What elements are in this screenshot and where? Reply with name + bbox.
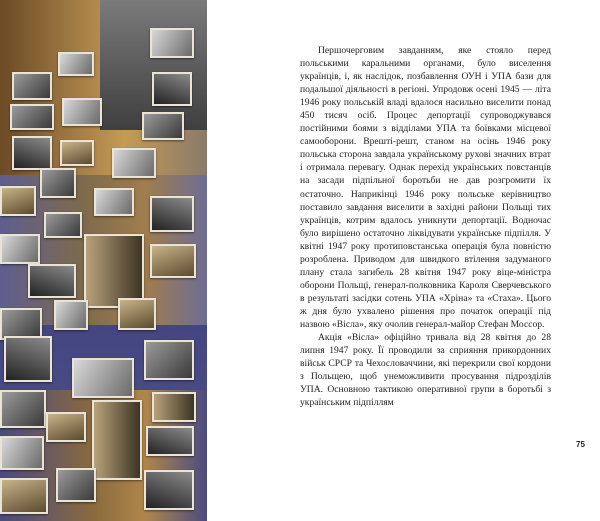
collage-photo bbox=[12, 72, 52, 100]
collage-photo bbox=[0, 234, 40, 264]
collage-photo bbox=[84, 234, 144, 308]
body-paragraph: Акція «Вісла» офіційно тривала від 28 квітня до 28 липня 1947 року. Її проводили за сприяння прикордонних військ СРСР та Чехословаччини, які перекрили свої кордони з Польщею, щоб унеможливити просування підрозділів УПА. Основною тактикою оперативної групи в боротьбі з українським підпіллям bbox=[300, 332, 551, 409]
collage-photo bbox=[12, 136, 52, 170]
collage-photo bbox=[118, 298, 156, 330]
collage-photo bbox=[4, 336, 52, 382]
body-paragraph: Першочерговим завданням, яке стояло перед польськими каральними органами, було виселення українців, і, як наслідок, позбавлення ОУН і УПА бази для подальшої діяльності в регіоні. Упродовж осені 1945 — літа 1946 року польській владі вдалося насильно виселити понад 450 тисяч осіб. Процес депортації супроводжувався постійними боями з відділами УПА та боївками місцевої самооборони. Врешті-решт, станом на осінь 1946 року польська сторона завдала українському рухові значних втрат і отримала перевагу. Однак перехід українських повстанців на засади підпільної боротьби не дав розгромити їх остаточно. Наприкінці 1946 року польське керівництво поставило завдання виселити в західні райони Польщі тих українців, котрим вдалось уникнути депортації. Водночас було вирішено остаточно ліквідувати українське підпілля. У квітні 1947 року протиповстанська операція була повністю розроблена. Приводом для швидкого втілення задуманого плану стала загибель 28 квітня 1947 року віце-міністра оборони Польщі, генерал-полковника Кароля Сверчевського в результаті засідки сотень УПА «Хріна» та «Стаха». Цього ж дня було ухвалено рішення про початок операції під назвою «Вісла», яку очолив генерал-майор Стефан Моссор. bbox=[300, 45, 551, 330]
collage-photo bbox=[28, 264, 76, 298]
collage-photo bbox=[150, 28, 194, 58]
collage-photo bbox=[0, 186, 36, 216]
collage-photo bbox=[144, 340, 194, 380]
collage-photo bbox=[150, 196, 194, 232]
collage-photo bbox=[142, 112, 184, 140]
collage-photo bbox=[72, 358, 134, 398]
collage-photo bbox=[56, 468, 96, 502]
collage-photo bbox=[144, 470, 194, 510]
collage-photo bbox=[152, 392, 196, 422]
collage-photo bbox=[44, 212, 82, 238]
page-number: 75 bbox=[576, 440, 585, 449]
collage-photo bbox=[54, 300, 88, 330]
collage-photo bbox=[10, 104, 54, 130]
collage-photo bbox=[94, 188, 134, 216]
collage-photo bbox=[0, 478, 48, 514]
collage-photo bbox=[0, 390, 46, 428]
photo-collage bbox=[0, 0, 207, 521]
collage-photo bbox=[112, 148, 156, 178]
collage-photo bbox=[62, 98, 102, 126]
collage-photo bbox=[58, 52, 94, 76]
collage-photo bbox=[60, 140, 94, 166]
bw-portrait-band bbox=[100, 0, 207, 130]
collage-photo bbox=[146, 426, 194, 456]
text-column bbox=[300, 44, 551, 409]
collage-photo bbox=[150, 244, 196, 278]
collage-photo bbox=[0, 436, 44, 470]
collage-photo bbox=[40, 168, 76, 198]
collage-photo bbox=[92, 400, 142, 480]
collage-photo bbox=[152, 72, 192, 106]
collage-photo bbox=[46, 412, 86, 442]
